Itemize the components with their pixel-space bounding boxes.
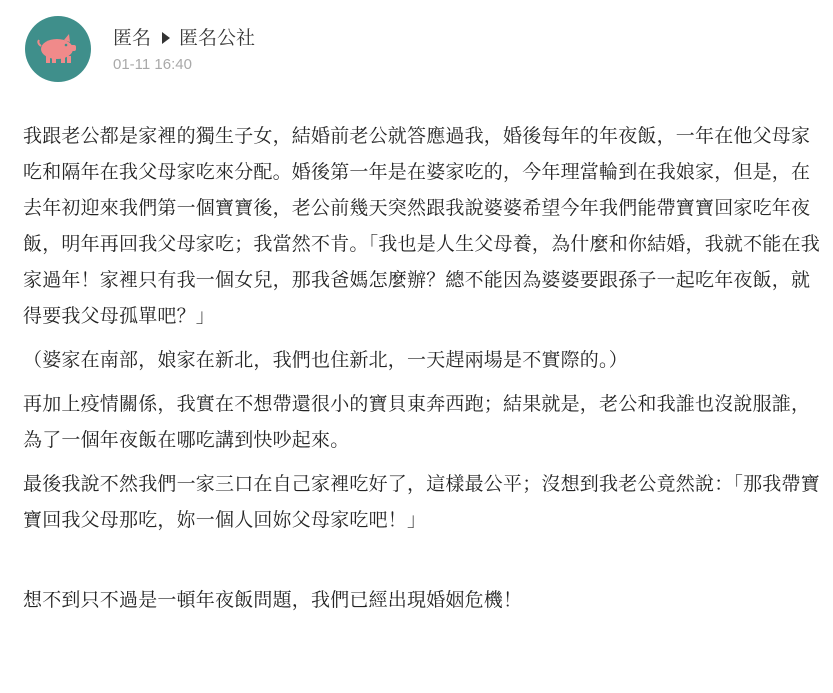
- post-content: [23, 118, 823, 626]
- forum-name[interactable]: 匿名公社: [179, 27, 256, 49]
- post-meta: [113, 25, 255, 75]
- paragraph: 最後我說不然我們一家三口在自己家裡吃好了，這樣最公平；沒想到我老公竟然說：「那我帶寶寶回我父母那吃，妳一個人回妳父母家吃吧！」: [23, 473, 820, 531]
- post-header: [25, 16, 255, 86]
- paragraph: 我跟老公都是家裡的獨生子女，結婚前老公就答應過我，婚後每年的年夜飯，一年在他父母家吃和隔年在我父母家吃來分配。婚後第一年是在婆家吃的，今年理當輪到在我娘家，但是，在去年初迎來我們第一個寶寶後，老公前幾天突然跟我說婆婆希望今年我們能帶寶寶回家吃年夜飯，明年再回我父母家吃；我當然不肯。「我也是人生父母養，為什麼和你結婚，我就不能在我家過年！家裡只有我一個女兒，那我爸媽怎麼辦？總不能因為婆婆要跟孫子一起吃年夜飯，就得要我父母孤單吧？」: [23, 125, 820, 327]
- paragraph: 再加上疫情關係，我實在不想帶還很小的寶貝東奔西跑；結果就是，老公和我誰也沒說服誰，為了一個年夜飯在哪吃講到快吵起來。: [23, 393, 811, 451]
- pig-icon: [36, 32, 80, 66]
- paragraph: （婆家在南部，娘家在新北，我們也住新北，一天趕兩場是不實際的。）: [23, 349, 628, 371]
- caret-right-icon: [162, 32, 170, 44]
- author-name[interactable]: 匿名: [113, 27, 152, 49]
- author-line: [113, 25, 255, 51]
- avatar[interactable]: [25, 16, 91, 82]
- post-timestamp: 01-11 16:40: [113, 56, 192, 73]
- paragraph: 想不到只不過是一頓年夜飯問題，我們已經出現婚姻危機！: [23, 589, 523, 611]
